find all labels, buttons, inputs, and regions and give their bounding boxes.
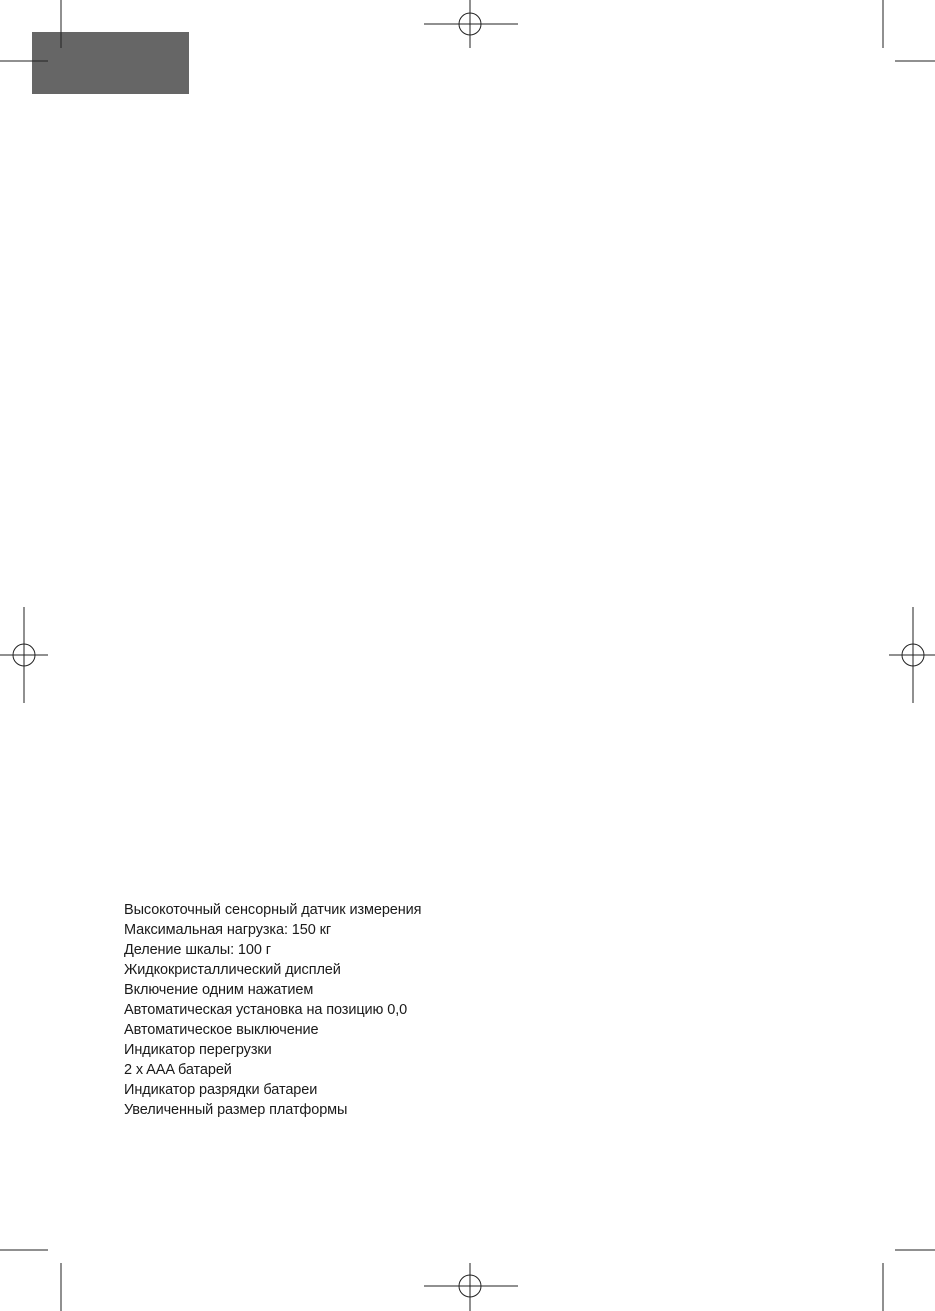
crop-mark-top-left bbox=[0, 0, 61, 61]
features-list bbox=[124, 900, 421, 1120]
crop-mark-bottom-right bbox=[883, 1250, 935, 1311]
feature-item: Автоматическое выключение bbox=[124, 1022, 319, 1038]
feature-item: Индикатор разрядки батареи bbox=[124, 1082, 318, 1098]
feature-item: Индикатор перегрузки bbox=[124, 1042, 272, 1058]
crop-mark-bottom-left bbox=[0, 1250, 61, 1311]
feature-item: Максимальная нагрузка: 150 кг bbox=[124, 922, 332, 938]
feature-item: Автоматическая установка на позицию 0,0 bbox=[124, 1002, 408, 1018]
feature-item: Включение одним нажатием bbox=[124, 982, 314, 998]
registration-mark-bottom bbox=[424, 1263, 518, 1311]
registration-mark-right bbox=[889, 607, 935, 703]
feature-item: Увеличенный размер платформы bbox=[124, 1102, 348, 1118]
registration-mark-top bbox=[424, 0, 518, 48]
feature-item: Высокоточный сенсорный датчик измерения bbox=[124, 902, 422, 918]
registration-mark-left bbox=[0, 607, 48, 703]
feature-item: 2 x AAA батарей bbox=[124, 1062, 232, 1078]
feature-item: Жидкокристаллический дисплей bbox=[124, 962, 341, 978]
crop-mark-top-right bbox=[883, 0, 935, 61]
feature-item: Деление шкалы: 100 г bbox=[124, 942, 271, 958]
